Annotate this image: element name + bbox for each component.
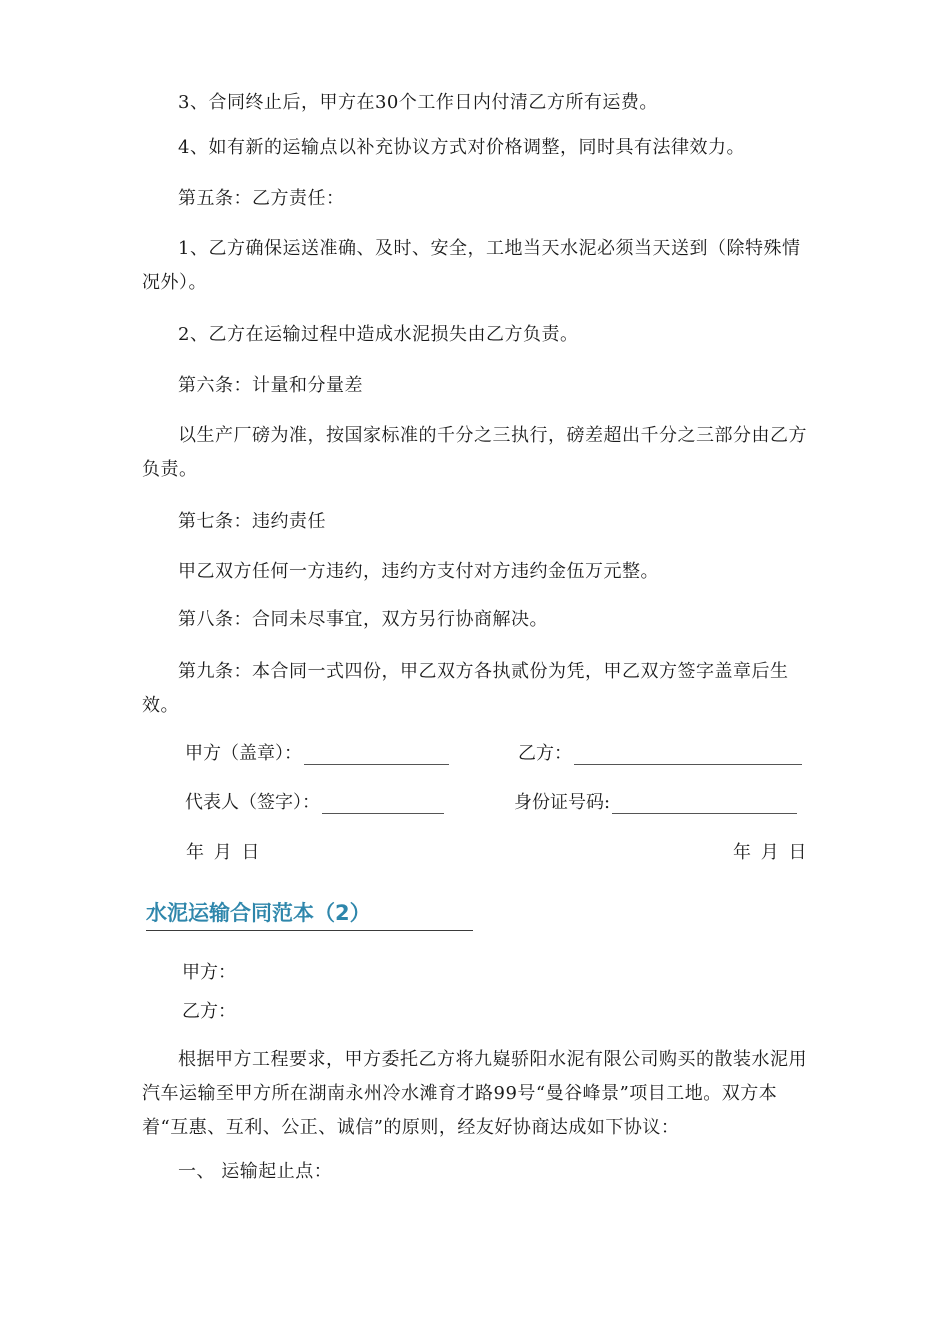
section-2-item-1: 一、 运输起止点： — [178, 1161, 333, 1182]
party-b-blank[interactable] — [574, 744, 802, 765]
party-a-seal-label: 甲方（盖章）： — [185, 743, 302, 764]
date-left: 年 月 日 — [186, 842, 260, 863]
party-b-line — [518, 737, 802, 771]
date-right: 年 月 日 — [733, 842, 807, 863]
article-5-item-1: 1、乙方确保运送准确、及时、安全，工地当天水泥必须当天送到（除特殊情 况外）。 — [142, 238, 801, 293]
article-5-title: 第五条：乙方责任： — [178, 188, 345, 209]
section-2-party-a: 甲方： — [182, 962, 236, 983]
article-8: 第八条：合同未尽事宜，双方另行协商解决。 — [178, 609, 548, 630]
article-9: 第九条：本合同一式四份，甲乙双方各执贰份为凭，甲乙双方签字盖章后生效。 — [142, 661, 789, 716]
party-a-seal-blank[interactable] — [304, 744, 449, 765]
party-b-label: 乙方： — [518, 743, 572, 764]
clause-4: 4、如有新的运输点以补充协议方式对价格调整，同时具有法律效力。 — [178, 137, 745, 158]
party-a-seal-line — [185, 737, 449, 771]
section-2-intro: 根据甲方工程要求，甲方委托乙方将九嶷骄阳水泥有限公司购买的散装水泥用汽车运输至甲方所在湖南永州冷水滩育才路99号“曼谷峰景”项目工地。双方本着“互惠、互利、公正、诚信”的原则，经友好协商达成如下协议： — [142, 1049, 807, 1138]
representative-line — [185, 786, 444, 820]
article-6-body: 以生产厂磅为准，按国家标准的千分之三执行，磅差超出千分之三部分由乙方负责。 — [142, 425, 807, 480]
article-7-body: 甲乙双方任何一方违约，违约方支付对方违约金伍万元整。 — [178, 561, 659, 582]
section-2-party-b: 乙方： — [182, 1001, 236, 1022]
article-6-title: 第六条：计量和分量差 — [178, 375, 363, 396]
clause-3: 3、合同终止后，甲方在30个工作日内付清乙方所有运费。 — [178, 92, 658, 113]
section-2-title-wrap — [146, 897, 473, 931]
representative-label: 代表人（签字）： — [185, 792, 320, 813]
section-2-title: 水泥运输合同范本（2） — [146, 901, 371, 925]
id-number-blank[interactable] — [612, 793, 797, 814]
representative-blank[interactable] — [322, 793, 444, 814]
article-5-item-2: 2、乙方在运输过程中造成水泥损失由乙方负责。 — [178, 324, 579, 345]
id-number-line — [514, 786, 797, 820]
id-number-label: 身份证号码: — [514, 792, 611, 813]
article-7-title: 第七条：违约责任 — [178, 511, 326, 532]
